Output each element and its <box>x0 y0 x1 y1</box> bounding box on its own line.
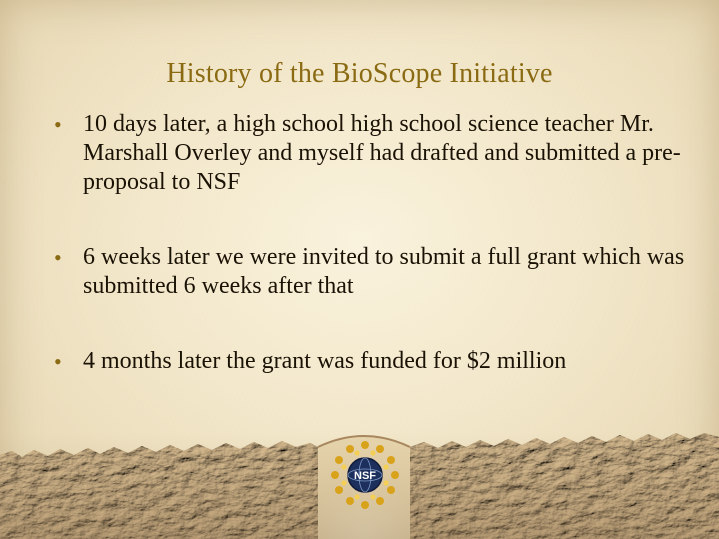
bullet-item <box>52 243 692 301</box>
bullet-text: 10 days later, a high school high school science teacher Mr. Marshall Overley and myself had drafted and submitted a pre-proposal to NSF <box>83 111 681 195</box>
bullet-item <box>52 110 692 197</box>
bullet-icon: • <box>54 245 62 270</box>
bullet-icon: • <box>54 349 62 374</box>
slide-title: History of the BioScope Initiative <box>166 58 553 89</box>
bullet-icon: • <box>54 112 62 137</box>
bullet-text: 6 weeks later we were invited to submit a full grant which was submitted 6 weeks after that <box>83 244 685 299</box>
bullet-item <box>52 347 692 376</box>
nsf-logo-icon <box>327 437 403 513</box>
nsf-logo-text: NSF <box>354 470 376 482</box>
bullet-list <box>52 110 692 376</box>
bullet-text: 4 months later the grant was funded for $2 million <box>83 348 567 374</box>
